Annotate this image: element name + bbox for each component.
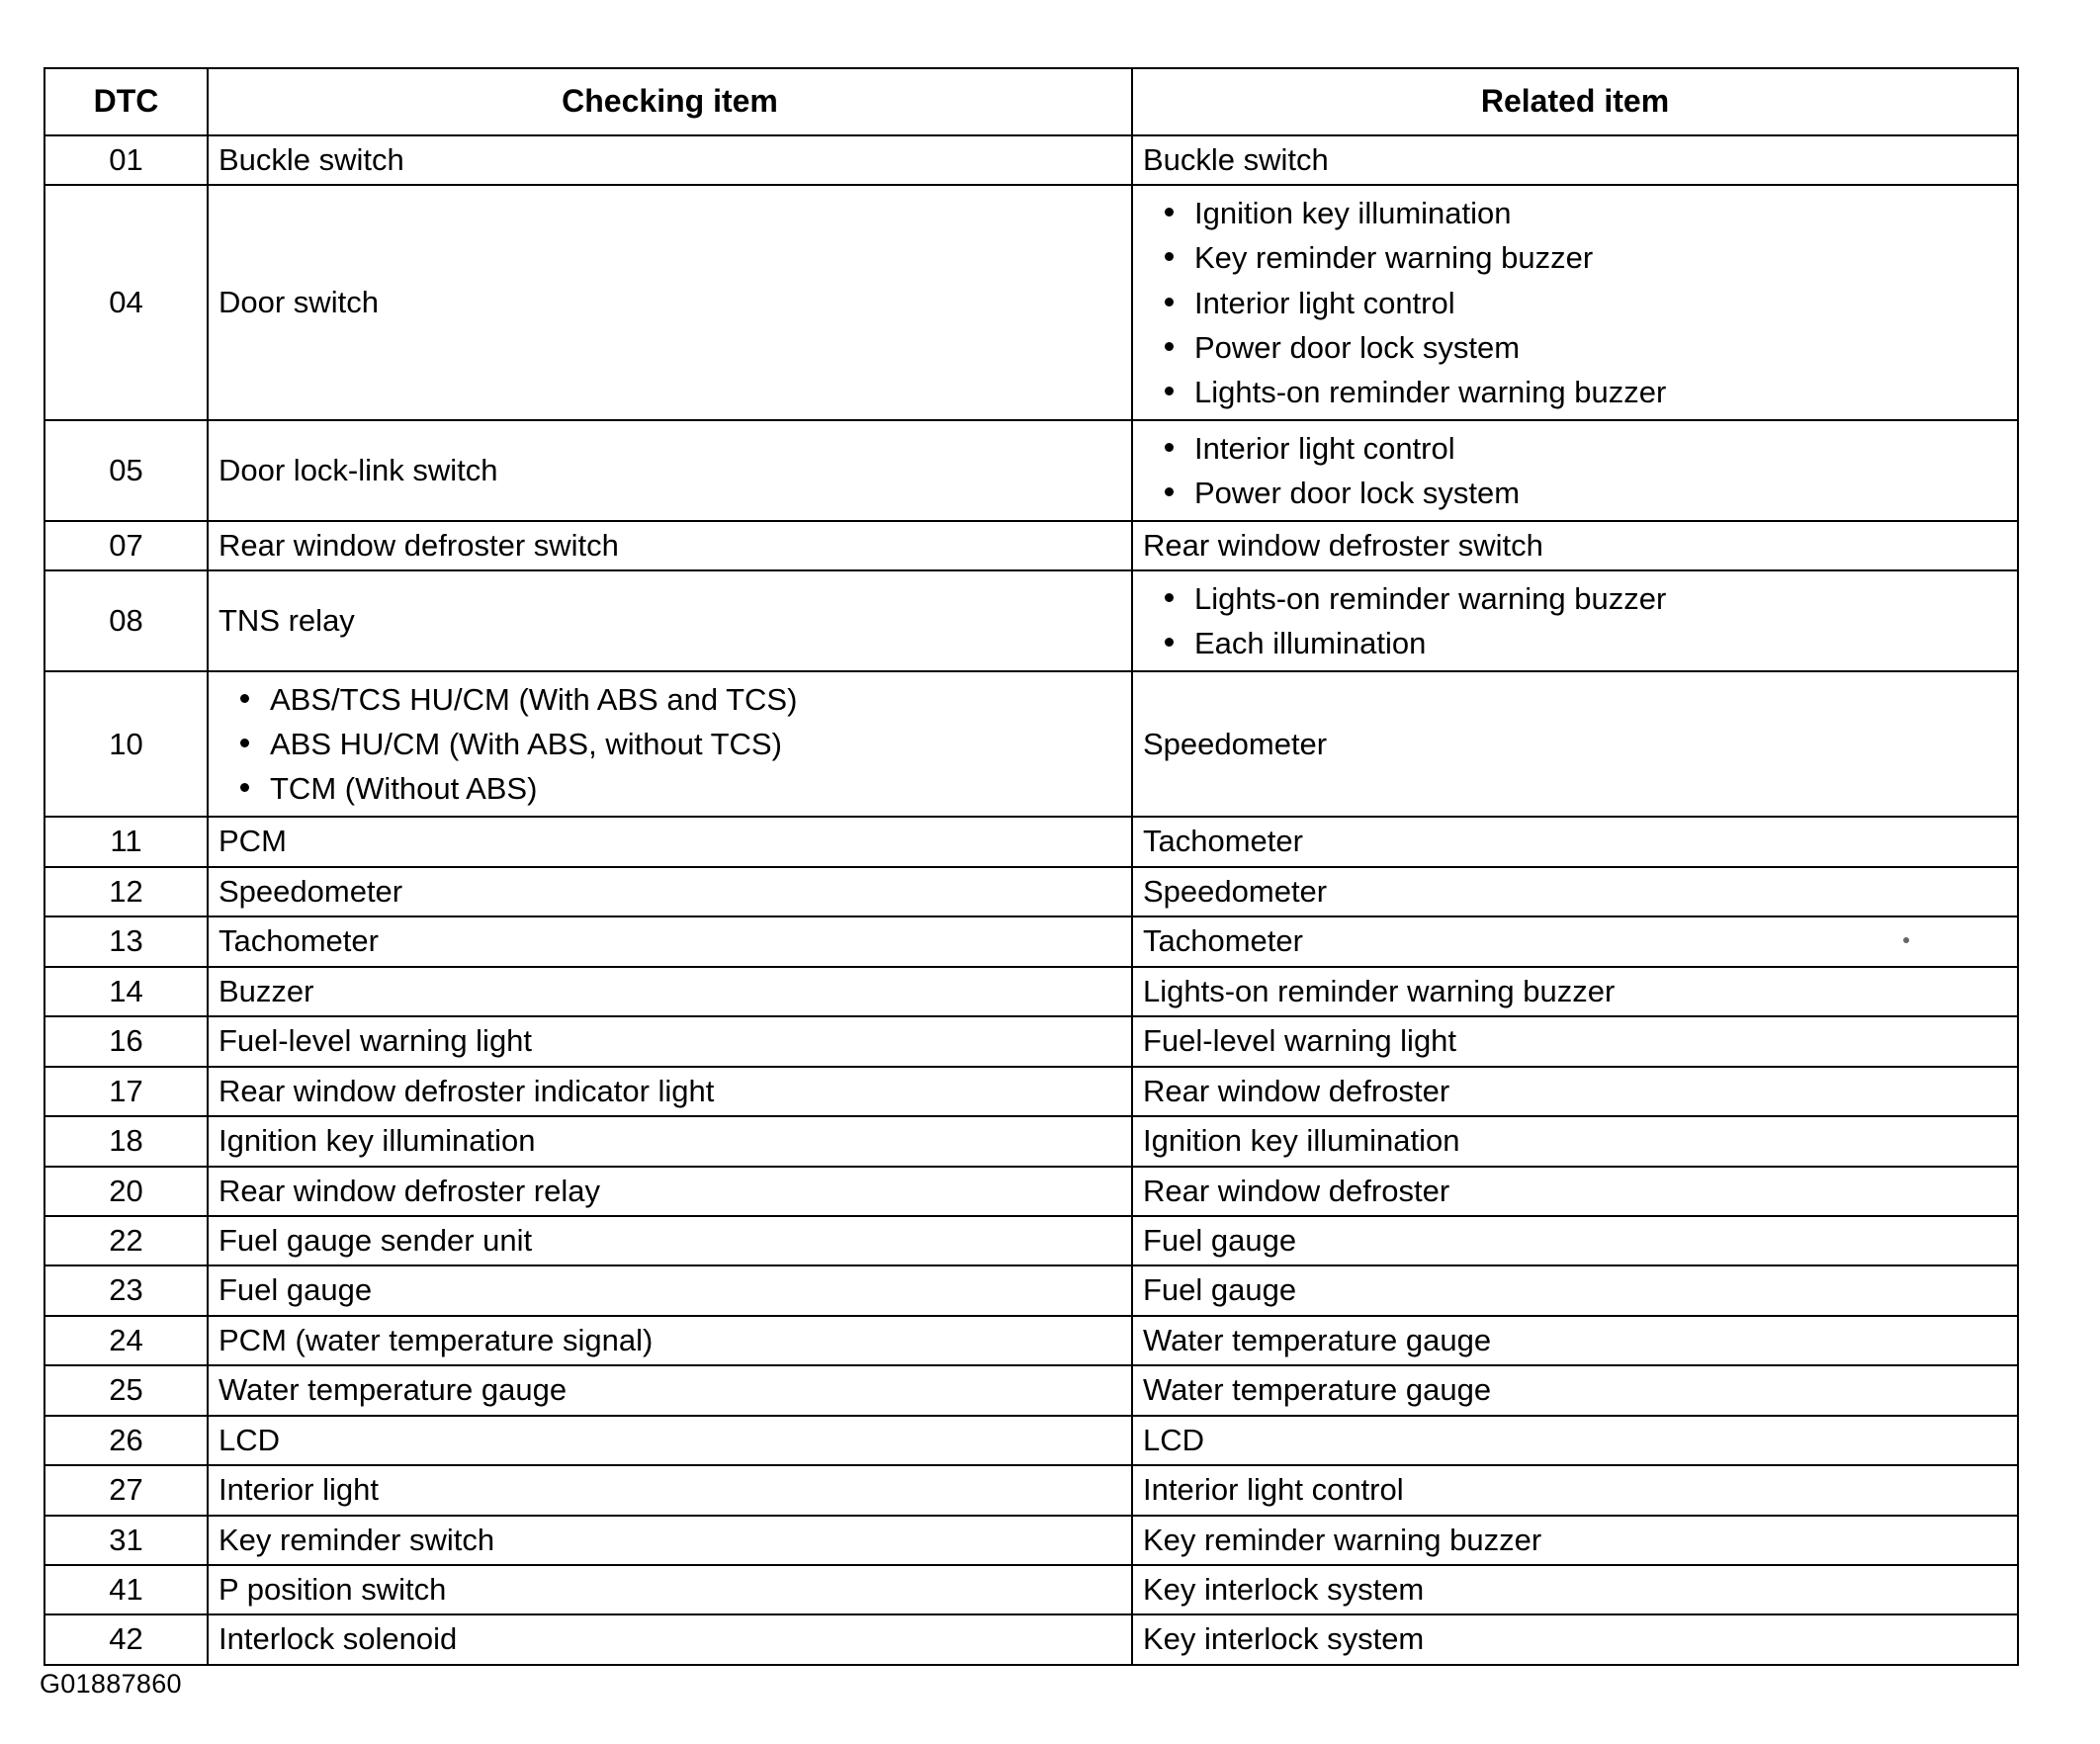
table-row — [44, 185, 2018, 419]
cell-text: Rear window defroster — [1143, 1173, 1450, 1208]
cell-dtc: 14 — [44, 967, 208, 1016]
cell-checking-item — [208, 1116, 1132, 1166]
cell-checking-item — [208, 867, 1132, 916]
cell-related-item — [1132, 867, 2018, 916]
cell-related-item — [1132, 1565, 2018, 1614]
cell-related-item — [1132, 521, 2018, 570]
table-row — [44, 1416, 2018, 1465]
cell-dtc: 10 — [44, 671, 208, 817]
cell-text: Door lock-link switch — [219, 452, 498, 487]
table-row — [44, 671, 2018, 817]
cell-related-item — [1132, 671, 2018, 817]
cell-text: Door switch — [219, 284, 379, 319]
cell-checking-item — [208, 1465, 1132, 1515]
cell-text: Fuel gauge sender unit — [219, 1222, 533, 1258]
table-row — [44, 1016, 2018, 1066]
cell-dtc: 11 — [44, 817, 208, 866]
cell-related-item — [1132, 1116, 2018, 1166]
bullet-item: ABS HU/CM (With ABS, without TCS) — [270, 722, 1121, 766]
cell-related-item — [1132, 1016, 2018, 1066]
stray-mark — [1903, 937, 1909, 943]
cell-checking-item — [208, 1516, 1132, 1565]
cell-checking-item — [208, 1416, 1132, 1465]
cell-dtc: 41 — [44, 1565, 208, 1614]
table-body — [44, 135, 2018, 1665]
table-row — [44, 1614, 2018, 1664]
cell-text: Speedometer — [219, 873, 403, 909]
cell-text: Buzzer — [219, 973, 314, 1008]
cell-text: Rear window defroster — [1143, 1073, 1450, 1108]
cell-text: Tachometer — [1143, 923, 1303, 959]
cell-checking-item — [208, 1216, 1132, 1265]
cell-text: Speedometer — [1143, 873, 1328, 909]
table-row — [44, 420, 2018, 521]
cell-dtc: 16 — [44, 1016, 208, 1066]
cell-related-item — [1132, 1465, 2018, 1515]
cell-text: Interior light control — [1143, 1472, 1404, 1508]
cell-checking-item — [208, 1016, 1132, 1066]
cell-checking-item — [208, 916, 1132, 966]
cell-dtc: 31 — [44, 1516, 208, 1565]
cell-checking-item — [208, 1316, 1132, 1365]
cell-checking-item — [208, 420, 1132, 521]
table-row — [44, 1365, 2018, 1415]
cell-dtc: 05 — [44, 420, 208, 521]
cell-checking-item — [208, 967, 1132, 1016]
table-row — [44, 1167, 2018, 1216]
cell-checking-item — [208, 1614, 1132, 1664]
cell-text: PCM — [219, 824, 287, 859]
cell-text: Buckle switch — [219, 142, 404, 177]
cell-dtc: 07 — [44, 521, 208, 570]
cell-dtc: 13 — [44, 916, 208, 966]
bullet-item: Power door lock system — [1194, 325, 2007, 370]
cell-dtc: 23 — [44, 1265, 208, 1315]
dtc-table — [44, 67, 2019, 1666]
cell-dtc: 01 — [44, 135, 208, 185]
cell-text: Fuel gauge — [1143, 1222, 1297, 1258]
bullet-item: TCM (Without ABS) — [270, 766, 1121, 811]
cell-dtc: 04 — [44, 185, 208, 419]
cell-related-item — [1132, 1265, 2018, 1315]
cell-related-item — [1132, 1167, 2018, 1216]
cell-related-item — [1132, 420, 2018, 521]
cell-checking-item — [208, 671, 1132, 817]
table-row — [44, 967, 2018, 1016]
cell-text: Key reminder switch — [219, 1522, 495, 1557]
table-row — [44, 521, 2018, 570]
cell-dtc: 18 — [44, 1116, 208, 1166]
cell-related-item — [1132, 185, 2018, 419]
dtc-table-container — [44, 67, 2017, 1666]
cell-text: Rear window defroster indicator light — [219, 1073, 715, 1108]
bullet-item: Key reminder warning buzzer — [1194, 235, 2007, 280]
bullet-list — [1143, 576, 2007, 665]
table-row — [44, 570, 2018, 671]
cell-related-item — [1132, 817, 2018, 866]
cell-text: Interlock solenoid — [219, 1621, 458, 1657]
cell-text: LCD — [219, 1422, 281, 1457]
bullet-item: Interior light control — [1194, 426, 2007, 471]
table-row — [44, 1316, 2018, 1365]
cell-text: Rear window defroster switch — [1143, 527, 1543, 563]
cell-dtc: 25 — [44, 1365, 208, 1415]
cell-text: LCD — [1143, 1422, 1205, 1457]
cell-text: Tachometer — [219, 923, 379, 959]
cell-text: Water temperature gauge — [1143, 1372, 1492, 1408]
table-row — [44, 867, 2018, 916]
cell-text: Tachometer — [1143, 824, 1303, 859]
cell-text: Fuel-level warning light — [219, 1023, 533, 1059]
cell-related-item — [1132, 1416, 2018, 1465]
cell-text: Water temperature gauge — [219, 1372, 568, 1408]
cell-text: Water temperature gauge — [1143, 1322, 1492, 1357]
cell-related-item — [1132, 1316, 2018, 1365]
cell-related-item — [1132, 570, 2018, 671]
header-row — [44, 68, 2018, 135]
bullet-list — [1143, 191, 2007, 413]
cell-text: TNS relay — [219, 603, 355, 639]
table-row — [44, 1216, 2018, 1265]
cell-text: Fuel-level warning light — [1143, 1023, 1457, 1059]
cell-text: Lights-on reminder warning buzzer — [1143, 973, 1616, 1008]
table-row — [44, 1516, 2018, 1565]
cell-text: Key interlock system — [1143, 1621, 1425, 1657]
table-row — [44, 1465, 2018, 1515]
table-row — [44, 916, 2018, 966]
cell-related-item — [1132, 1516, 2018, 1565]
cell-text: Key interlock system — [1143, 1572, 1425, 1607]
cell-checking-item — [208, 1067, 1132, 1116]
cell-related-item — [1132, 967, 2018, 1016]
cell-checking-item — [208, 1265, 1132, 1315]
cell-text: Speedometer — [1143, 726, 1328, 761]
column-header-related-item: Related item — [1132, 68, 2018, 135]
cell-dtc: 24 — [44, 1316, 208, 1365]
table-row — [44, 1067, 2018, 1116]
cell-text: Rear window defroster relay — [219, 1173, 600, 1208]
cell-text: PCM (water temperature signal) — [219, 1322, 654, 1357]
bullet-item: ABS/TCS HU/CM (With ABS and TCS) — [270, 677, 1121, 722]
cell-checking-item — [208, 570, 1132, 671]
cell-checking-item — [208, 185, 1132, 419]
cell-checking-item — [208, 1167, 1132, 1216]
bullet-item: Lights-on reminder warning buzzer — [1194, 370, 2007, 414]
cell-text: P position switch — [219, 1572, 447, 1607]
cell-text: Fuel gauge — [1143, 1272, 1297, 1308]
cell-text: Ignition key illumination — [219, 1123, 536, 1159]
cell-text: Rear window defroster switch — [219, 527, 619, 563]
bullet-list — [219, 677, 1121, 811]
cell-dtc: 42 — [44, 1614, 208, 1664]
cell-text: Fuel gauge — [219, 1272, 373, 1308]
cell-checking-item — [208, 135, 1132, 185]
cell-related-item — [1132, 916, 2018, 966]
cell-dtc: 20 — [44, 1167, 208, 1216]
bullet-list — [1143, 426, 2007, 515]
figure-id: G01887860 — [40, 1669, 182, 1699]
cell-related-item — [1132, 1614, 2018, 1664]
table-row — [44, 1116, 2018, 1166]
table-row — [44, 1565, 2018, 1614]
cell-text: Interior light — [219, 1472, 379, 1508]
cell-dtc: 22 — [44, 1216, 208, 1265]
column-header-checking-item: Checking item — [208, 68, 1132, 135]
cell-checking-item — [208, 521, 1132, 570]
cell-checking-item — [208, 1565, 1132, 1614]
table-row — [44, 1265, 2018, 1315]
cell-checking-item — [208, 1365, 1132, 1415]
cell-related-item — [1132, 1365, 2018, 1415]
cell-text: Key reminder warning buzzer — [1143, 1522, 1542, 1557]
cell-checking-item — [208, 817, 1132, 866]
bullet-item: Ignition key illumination — [1194, 191, 2007, 235]
cell-text: Buckle switch — [1143, 142, 1329, 177]
table-row — [44, 817, 2018, 866]
cell-dtc: 12 — [44, 867, 208, 916]
cell-text: Ignition key illumination — [1143, 1123, 1460, 1159]
cell-dtc: 27 — [44, 1465, 208, 1515]
bullet-item: Interior light control — [1194, 281, 2007, 325]
bullet-item: Each illumination — [1194, 621, 2007, 665]
cell-related-item — [1132, 1216, 2018, 1265]
cell-related-item — [1132, 135, 2018, 185]
bullet-item: Power door lock system — [1194, 471, 2007, 515]
table-row — [44, 135, 2018, 185]
cell-dtc: 08 — [44, 570, 208, 671]
cell-dtc: 17 — [44, 1067, 208, 1116]
cell-related-item — [1132, 1067, 2018, 1116]
cell-dtc: 26 — [44, 1416, 208, 1465]
column-header-dtc: DTC — [44, 68, 208, 135]
table-header — [44, 68, 2018, 135]
bullet-item: Lights-on reminder warning buzzer — [1194, 576, 2007, 621]
